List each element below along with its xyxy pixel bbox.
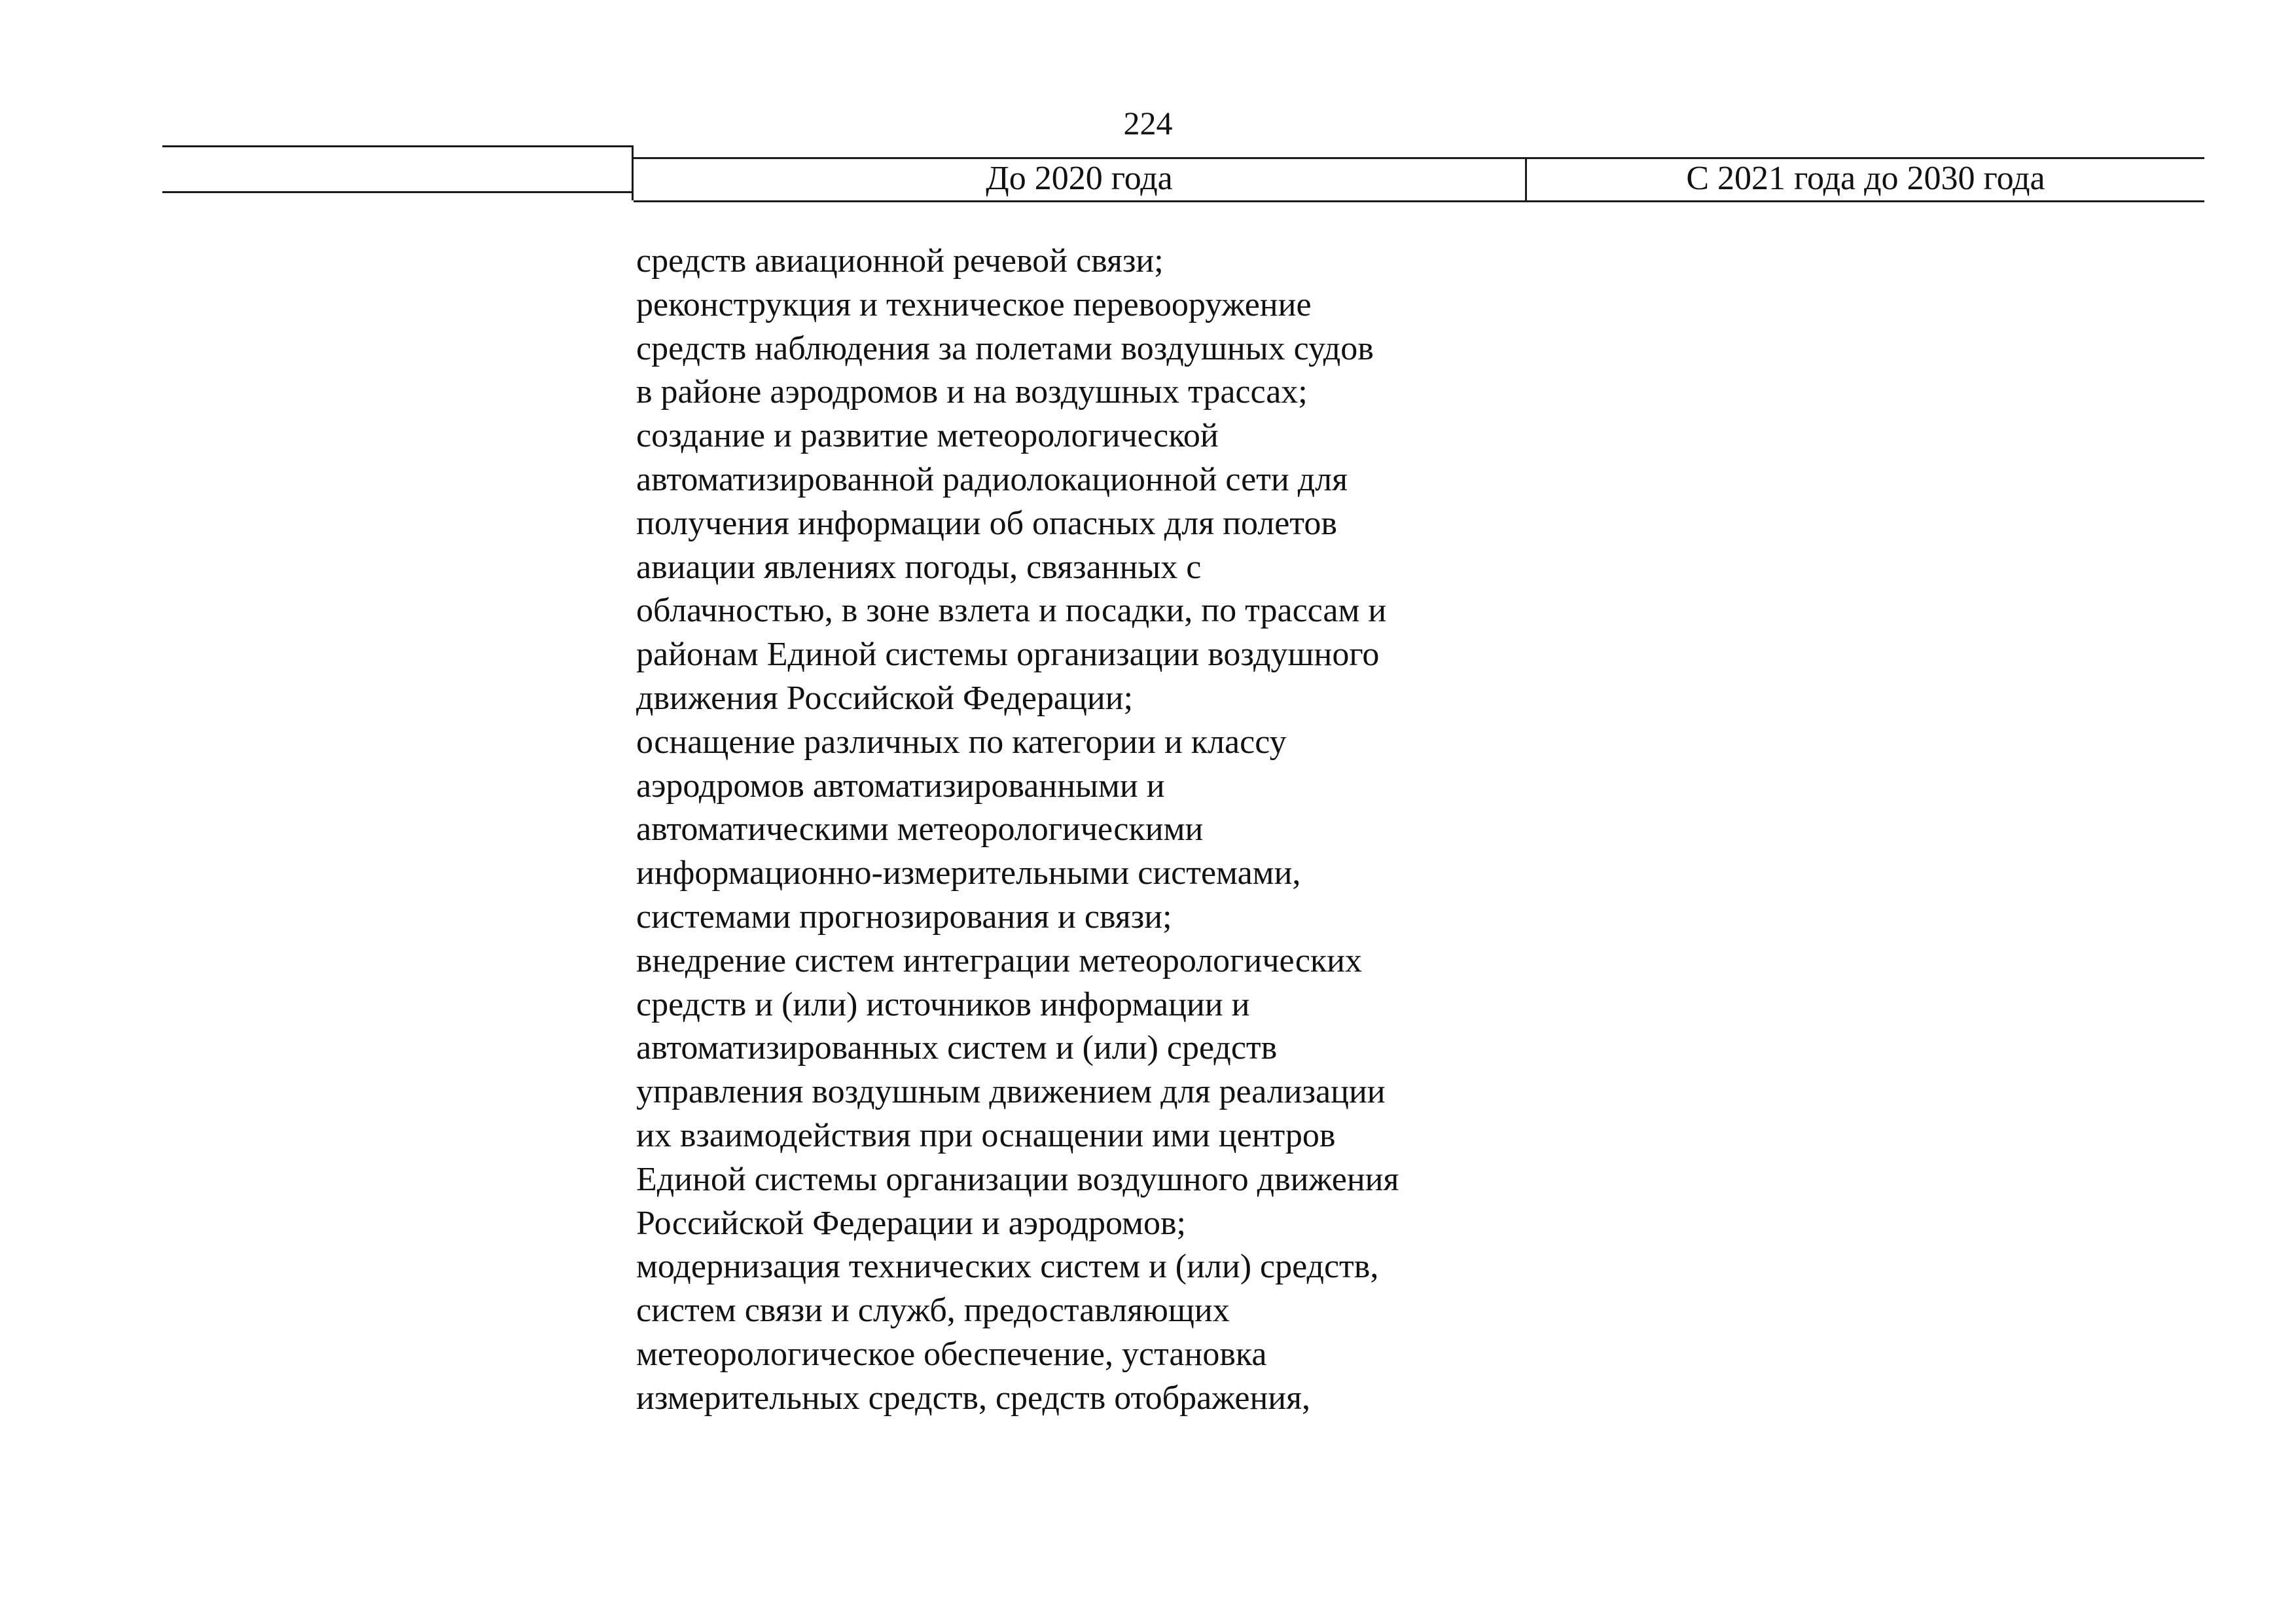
- header-col-middle: До 2020 года: [986, 160, 1173, 197]
- body-line: аэродромов автоматизированными и: [636, 767, 1165, 805]
- body-line: получения информации об опасных для полетов: [636, 504, 1337, 542]
- body-line: в районе аэродромов и на воздушных трассах;: [636, 373, 1308, 411]
- body-line: управления воздушным движением для реализации: [636, 1073, 1386, 1111]
- header-col-left: [162, 157, 632, 200]
- page-number: 224: [1123, 105, 1173, 141]
- body-line: автоматическими метеорологическими: [636, 811, 1204, 848]
- body-line: реконструкция и техническое перевооружение: [636, 285, 1312, 323]
- body-line: средств авиационной речевой связи;: [636, 242, 1164, 280]
- body-line: оснащение различных по категории и классу: [636, 723, 1287, 761]
- body-line: районам Единой системы организации воздушного: [636, 636, 1380, 674]
- body-line: внедрение систем интеграции метеорологических: [636, 941, 1363, 979]
- body-line: облачностью, в зоне взлета и посадки, по трассам и: [636, 592, 1387, 630]
- body-line: автоматизированной радиолокационной сети для: [636, 460, 1348, 498]
- body-line: средств и (или) источников информации и: [636, 985, 1250, 1023]
- body-line: метеорологическое обеспечение, установка: [636, 1335, 1267, 1373]
- body-line: системами прогнозирования и связи;: [636, 898, 1172, 936]
- body-text: [636, 240, 1526, 1421]
- body-line: их взаимодействия при оснащении ими центров: [636, 1116, 1336, 1154]
- body-line: средств наблюдения за полетами воздушных судов: [636, 329, 1374, 367]
- body-line: информационно-измерительными системами,: [636, 854, 1301, 892]
- body-line: систем связи и служб, предоставляющих: [636, 1292, 1230, 1330]
- body-line: Единой системы организации воздушного движения: [636, 1160, 1399, 1198]
- header-top-rule-left: [162, 145, 634, 147]
- body-line: создание и развитие метеорологической: [636, 417, 1219, 455]
- header-col-right: С 2021 года до 2030 года: [1686, 160, 2045, 197]
- body-line: авиации явлениях погоды, связанных с: [636, 548, 1202, 586]
- body-line: измерительных средств, средств отображения,: [636, 1379, 1311, 1417]
- body-line: автоматизированных систем и (или) средств: [636, 1029, 1278, 1067]
- header-bottom-rule-right: [634, 200, 2204, 202]
- body-line: модернизация технических систем и (или) средств,: [636, 1248, 1379, 1286]
- body-line: Российской Федерации и аэродромов;: [636, 1204, 1186, 1242]
- body-line: движения Российской Федерации;: [636, 679, 1134, 717]
